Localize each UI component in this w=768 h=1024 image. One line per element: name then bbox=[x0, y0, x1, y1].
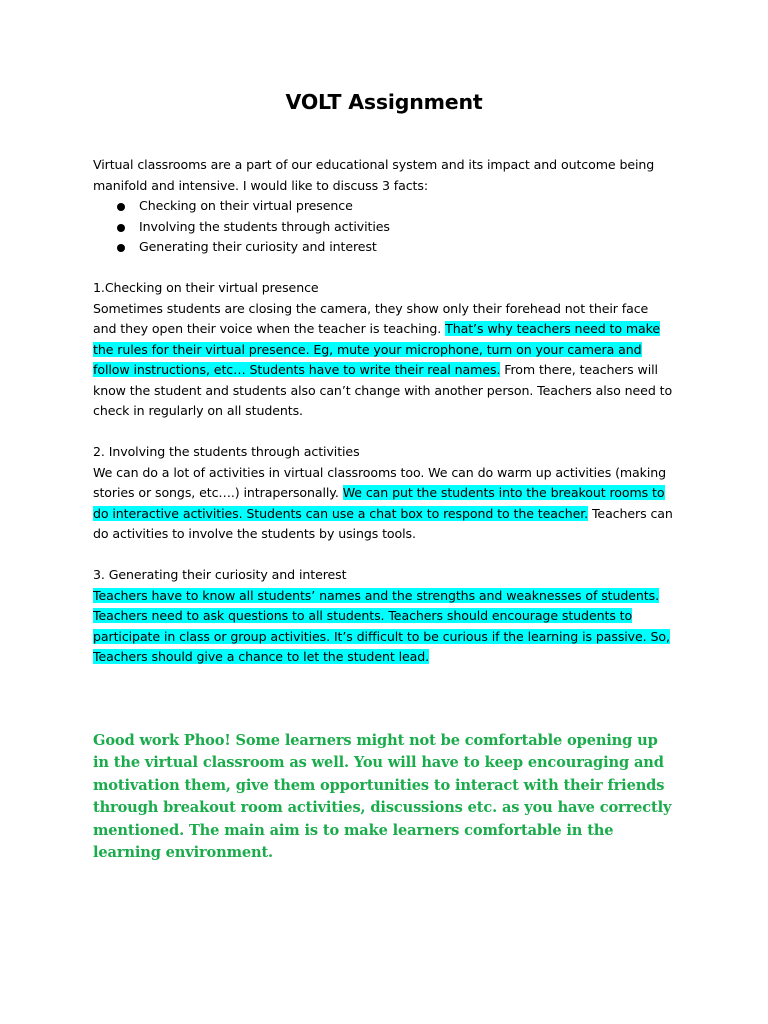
list-item bbox=[139, 217, 675, 238]
section-paragraph bbox=[93, 463, 675, 545]
highlighted-text: We can put the students into the breakout rooms to do interactive activities. Students can use a chat box to respond to the teacher. bbox=[93, 485, 665, 521]
list-item-text: Generating their curiosity and interest bbox=[139, 239, 377, 254]
list-item-text: Involving the students through activities bbox=[139, 218, 390, 234]
bullet-icon bbox=[117, 244, 125, 252]
section-heading: 1.Checking on their virtual presence bbox=[93, 280, 319, 295]
intro-paragraph: Virtual classrooms are a part of our educational system and its impact and outcome being manifold and intensive. I would like to discuss 3 facts: bbox=[93, 157, 655, 193]
fact-list bbox=[93, 196, 675, 258]
section-paragraph bbox=[93, 299, 675, 422]
section-paragraph bbox=[93, 586, 675, 668]
list-item bbox=[139, 237, 675, 258]
bullet-icon bbox=[117, 224, 125, 232]
document-body bbox=[93, 155, 675, 668]
section-curiosity bbox=[93, 565, 675, 668]
section-activities bbox=[93, 442, 675, 545]
paragraph-text: We can do a lot of activities in virtual classrooms too. We can do warm up activities (making stories or songs, etc….) intrapersonally. bbox=[93, 464, 667, 500]
teacher-feedback bbox=[93, 730, 675, 865]
paragraph-text: From there, teachers will know the student and students also can’t change with another person. Teachers also need to check in regularly on all students. bbox=[93, 362, 673, 418]
section-virtual-presence bbox=[93, 278, 675, 422]
document-title: VOLT Assignment bbox=[285, 90, 483, 114]
feedback-text: Good work Phoo! Some learners might not be comfortable opening up in the virtual classroom as well. You will have to keep encouraging and motivation them, give them opportunities to interact with their friends through breakout room activities, discussions etc. as you have correctly mentioned. The main aim is to make learners comfortable in the learning environment. bbox=[93, 731, 672, 861]
section-heading: 2. Involving the students through activities bbox=[93, 444, 360, 459]
section-heading: 3. Generating their curiosity and interest bbox=[93, 567, 347, 582]
bullet-icon bbox=[117, 203, 125, 211]
list-item-text: Checking on their virtual presence bbox=[139, 198, 353, 213]
paragraph-text: Teachers can do activities to involve the students by usings tools. bbox=[93, 505, 673, 541]
paragraph-text: Sometimes students are closing the camera, they show only their forehead not their face and they open their voice when the teacher is teaching. bbox=[93, 300, 649, 336]
list-item bbox=[139, 196, 675, 217]
highlighted-text: That’s why teachers need to make the rules for their virtual presence. Eg, mute your microphone, turn on your camera and follow instructions, etc… Students have to write their real names. bbox=[93, 321, 661, 377]
highlighted-text: Teachers have to know all students’ names and the strengths and weaknesses of students. Teachers need to ask questions to all students. Teachers should encourage students to participate in class or group activities. It’s difficult to be curious if the learning is passive. So, Teachers should give a chance to let the student lead. bbox=[93, 587, 670, 664]
